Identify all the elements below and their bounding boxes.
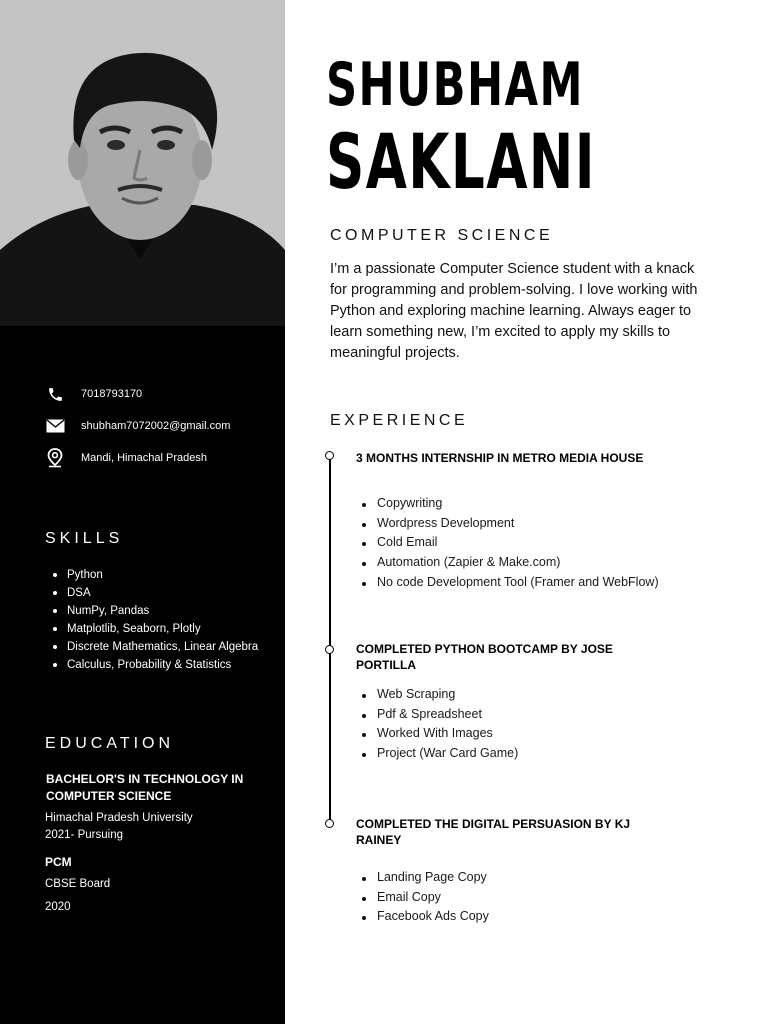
list-item: Project (War Card Game) [356,744,746,764]
list-item: No code Development Tool (Framer and WebFlow) [356,573,746,593]
experience-heading: EXPERIENCE [330,412,469,429]
mail-icon [45,416,65,436]
list-item: Landing Page Copy [356,868,746,888]
university-name: Himachal Pradesh University [45,812,193,824]
degree-years: 2021- Pursuing [45,829,123,841]
list-item: Matplotlib, Seaborn, Plotly [45,620,265,638]
list-item: NumPy, Pandas [45,602,265,620]
list-item: Calculus, Probability & Statistics [45,656,265,674]
profile-photo [0,0,285,326]
school-board: CBSE Board [45,878,111,890]
phone-icon [45,384,65,404]
list-item: Web Scraping [356,685,746,705]
list-item: DSA [45,584,265,602]
list-item: Pdf & Spreadsheet [356,705,746,725]
job-items [356,685,746,764]
list-item: Python [45,566,265,584]
job-title: COMPLETED THE DIGITAL PERSUASION BY KJ RAINEY [356,817,631,847]
degree-title: BACHELOR'S IN TECHNOLOGY IN COMPUTER SCIENCE [46,772,244,803]
sidebar [0,0,285,1024]
skills-heading: SKILLS [45,530,124,547]
about-paragraph: I’m a passionate Computer Science student with a knack for programming and problem-solving. I love working with Python and exploring machine learning. Always eager to learn something new, I’m excited to apply my skills to meaningful projects. [330,261,698,361]
phone-number: 7018793170 [81,388,143,400]
profile-photo-illustration [0,0,285,326]
list-item: Facebook Ads Copy [356,907,746,927]
school-year: 2020 [45,901,71,913]
job-items [356,868,746,927]
list-item: Automation (Zapier & Make.com) [356,553,746,573]
job-title: 3 MONTHS INTERNSHIP IN METRO MEDIA HOUSE [356,451,644,465]
list-item: Worked With Images [356,724,746,744]
list-item: Copywriting [356,494,746,514]
job-items [356,494,746,593]
job-title: COMPLETED PYTHON BOOTCAMP BY JOSE PORTILLA [356,642,613,672]
list-item: Discrete Mathematics, Linear Algebra [45,638,265,656]
list-item: Wordpress Development [356,514,746,534]
location-pin-icon [45,448,65,468]
timeline-line [329,456,331,824]
skills-list [45,566,265,674]
school-level: PCM [45,855,72,869]
list-item: Email Copy [356,888,746,908]
contact-email [45,416,230,436]
education-heading: EDUCATION [45,735,175,752]
location-text: Mandi, Himachal Pradesh [81,452,207,464]
last-name: SAKLANI [326,117,596,206]
email-address[interactable]: shubham7072002@gmail.com [81,420,231,432]
contact-location [45,448,207,468]
profession-subtitle: COMPUTER SCIENCE [330,227,554,244]
timeline-dot [325,819,334,828]
timeline-dot [325,645,334,654]
first-name: SHUBHAM [326,50,584,120]
contact-phone [45,384,142,404]
list-item: Cold Email [356,533,746,553]
timeline-dot [325,451,334,460]
